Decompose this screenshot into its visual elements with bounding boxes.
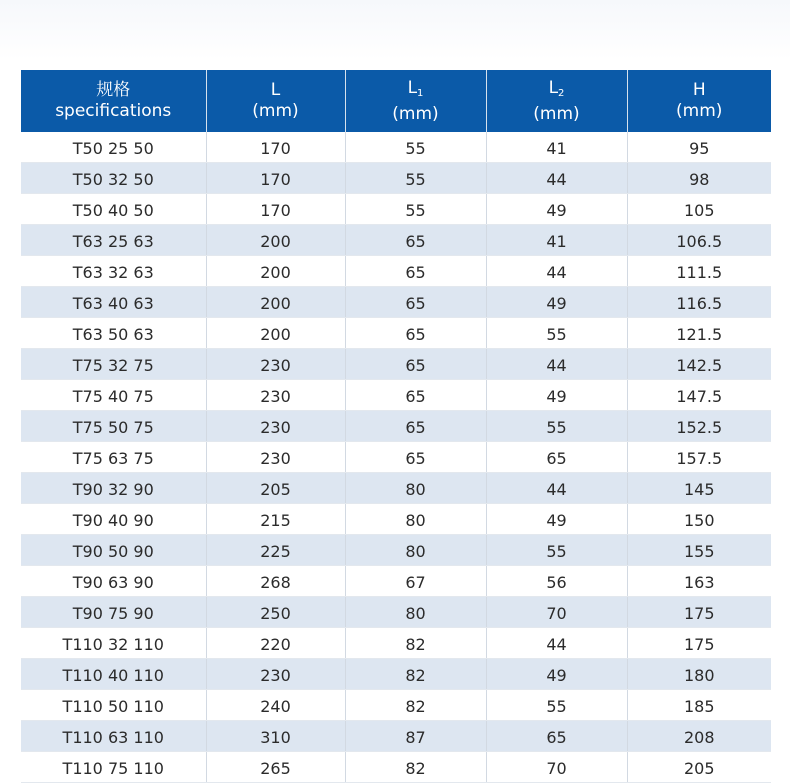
spec-cell bbox=[21, 566, 206, 597]
l1-cell bbox=[345, 194, 486, 225]
header-l-symbol: L bbox=[270, 80, 281, 100]
l2-cell bbox=[486, 163, 627, 194]
l-cell-value: 230 bbox=[260, 387, 291, 406]
l2-cell-value: 49 bbox=[546, 294, 567, 313]
l-cell bbox=[206, 535, 345, 566]
header-l2-subscript: 2 bbox=[558, 87, 565, 99]
l2-cell bbox=[486, 256, 627, 287]
l2-cell bbox=[486, 442, 627, 473]
l1-cell-value: 82 bbox=[405, 635, 426, 654]
h-cell bbox=[627, 380, 771, 411]
h-cell bbox=[627, 132, 771, 163]
h-cell bbox=[627, 442, 771, 473]
table-row bbox=[21, 690, 771, 721]
h-cell-value: 105 bbox=[683, 201, 715, 220]
spec-cell-value: T110 32 110 bbox=[62, 635, 164, 654]
spec-cell-value: T90 75 90 bbox=[72, 604, 154, 623]
l2-cell bbox=[486, 659, 627, 690]
l1-cell-value: 55 bbox=[405, 201, 426, 220]
l2-cell-value: 49 bbox=[546, 511, 567, 530]
table-body bbox=[21, 132, 771, 783]
l-cell bbox=[206, 659, 345, 690]
spec-cell bbox=[21, 721, 206, 752]
l2-cell-value: 55 bbox=[546, 418, 567, 437]
spec-cell bbox=[21, 535, 206, 566]
l-cell-value: 225 bbox=[260, 542, 291, 561]
l1-cell bbox=[345, 411, 486, 442]
l1-cell-value: 80 bbox=[405, 511, 426, 530]
l-cell-value: 230 bbox=[260, 449, 291, 468]
l-cell-value: 310 bbox=[260, 728, 291, 747]
l-cell-value: 200 bbox=[260, 263, 291, 282]
l-cell-value: 220 bbox=[260, 635, 291, 654]
header-l2 bbox=[486, 70, 627, 132]
l2-cell bbox=[486, 690, 627, 721]
header-specifications bbox=[21, 70, 206, 132]
spec-cell-value: T63 50 63 bbox=[72, 325, 154, 344]
l2-cell-value: 49 bbox=[546, 201, 567, 220]
l2-cell-value: 44 bbox=[546, 635, 567, 654]
l-cell-value: 170 bbox=[260, 201, 291, 220]
header-row bbox=[21, 70, 771, 132]
spec-cell bbox=[21, 380, 206, 411]
h-cell bbox=[627, 318, 771, 349]
spec-cell bbox=[21, 194, 206, 225]
spec-cell-value: T50 25 50 bbox=[72, 139, 154, 158]
l-cell bbox=[206, 504, 345, 535]
l-cell bbox=[206, 690, 345, 721]
h-cell-value: 116.5 bbox=[676, 294, 723, 313]
spec-cell bbox=[21, 597, 206, 628]
l1-cell bbox=[345, 566, 486, 597]
spec-cell-value: T110 50 110 bbox=[62, 697, 164, 716]
table-row bbox=[21, 256, 771, 287]
l2-cell-value: 56 bbox=[546, 573, 567, 592]
spec-cell bbox=[21, 504, 206, 535]
l-cell-value: 170 bbox=[260, 170, 291, 189]
l1-cell-value: 65 bbox=[405, 387, 426, 406]
l1-cell bbox=[345, 597, 486, 628]
l2-cell-value: 44 bbox=[546, 480, 567, 499]
l-cell bbox=[206, 442, 345, 473]
l1-cell bbox=[345, 225, 486, 256]
spec-cell bbox=[21, 752, 206, 783]
l-cell bbox=[206, 194, 345, 225]
l2-cell bbox=[486, 721, 627, 752]
l2-cell-value: 44 bbox=[546, 170, 567, 189]
l-cell bbox=[206, 628, 345, 659]
header-l2-symbol: L bbox=[548, 77, 559, 98]
l2-cell bbox=[486, 132, 627, 163]
l2-cell-value: 70 bbox=[546, 604, 567, 623]
l1-cell-value: 80 bbox=[405, 542, 426, 561]
l2-cell bbox=[486, 349, 627, 380]
h-cell bbox=[627, 659, 771, 690]
l-cell bbox=[206, 411, 345, 442]
spec-cell bbox=[21, 287, 206, 318]
l-cell-value: 170 bbox=[260, 139, 291, 158]
header-l2-unit: (mm) bbox=[533, 103, 580, 124]
h-cell-value: 150 bbox=[683, 511, 715, 530]
h-cell-value: 95 bbox=[689, 139, 710, 158]
l1-cell bbox=[345, 349, 486, 380]
l2-cell-value: 41 bbox=[546, 232, 567, 251]
spec-cell bbox=[21, 473, 206, 504]
l1-cell bbox=[345, 659, 486, 690]
l-cell bbox=[206, 349, 345, 380]
h-cell-value: 147.5 bbox=[676, 387, 723, 406]
h-cell bbox=[627, 411, 771, 442]
header-l1 bbox=[345, 70, 486, 132]
l-cell-value: 200 bbox=[260, 232, 291, 251]
l1-cell-value: 80 bbox=[405, 604, 426, 623]
l-cell-value: 230 bbox=[260, 666, 291, 685]
l2-cell-value: 55 bbox=[546, 542, 567, 561]
l-cell-value: 215 bbox=[260, 511, 291, 530]
spec-cell bbox=[21, 256, 206, 287]
spec-cell-value: T63 40 63 bbox=[72, 294, 154, 313]
l1-cell bbox=[345, 721, 486, 752]
spec-cell-value: T75 50 75 bbox=[72, 418, 154, 437]
spec-cell-value: T90 63 90 bbox=[72, 573, 154, 592]
specifications-table bbox=[21, 70, 771, 783]
l-cell bbox=[206, 566, 345, 597]
h-cell-value: 205 bbox=[683, 759, 715, 778]
l-cell-value: 205 bbox=[260, 480, 291, 499]
header-spec-english: specifications bbox=[55, 101, 172, 121]
header-l1-unit: (mm) bbox=[392, 103, 439, 124]
l1-cell bbox=[345, 318, 486, 349]
h-cell-value: 155 bbox=[683, 542, 715, 561]
table-row bbox=[21, 659, 771, 690]
table-row bbox=[21, 566, 771, 597]
l2-cell bbox=[486, 628, 627, 659]
table-row bbox=[21, 225, 771, 256]
spec-cell bbox=[21, 411, 206, 442]
table-row bbox=[21, 752, 771, 783]
l1-cell-value: 65 bbox=[405, 418, 426, 437]
header-l-unit: (mm) bbox=[252, 101, 299, 121]
table-row bbox=[21, 287, 771, 318]
h-cell bbox=[627, 225, 771, 256]
h-cell bbox=[627, 597, 771, 628]
l1-cell bbox=[345, 504, 486, 535]
l2-cell bbox=[486, 380, 627, 411]
h-cell-value: 152.5 bbox=[676, 418, 723, 437]
l2-cell-value: 49 bbox=[546, 387, 567, 406]
spec-cell bbox=[21, 225, 206, 256]
h-cell bbox=[627, 721, 771, 752]
l-cell-value: 230 bbox=[260, 418, 291, 437]
spec-cell-value: T50 40 50 bbox=[72, 201, 154, 220]
l1-cell-value: 67 bbox=[405, 573, 426, 592]
l-cell-value: 200 bbox=[260, 294, 291, 313]
l1-cell-value: 82 bbox=[405, 666, 426, 685]
h-cell bbox=[627, 504, 771, 535]
l2-cell bbox=[486, 194, 627, 225]
l-cell bbox=[206, 132, 345, 163]
spec-cell-value: T75 32 75 bbox=[72, 356, 154, 375]
spec-cell-value: T110 75 110 bbox=[62, 759, 164, 778]
h-cell bbox=[627, 256, 771, 287]
l-cell-value: 230 bbox=[260, 356, 291, 375]
h-cell-value: 121.5 bbox=[676, 325, 723, 344]
l1-cell bbox=[345, 442, 486, 473]
spec-cell bbox=[21, 132, 206, 163]
l-cell-value: 250 bbox=[260, 604, 291, 623]
header-l1-symbol: L bbox=[407, 77, 418, 98]
table-row bbox=[21, 163, 771, 194]
l-cell bbox=[206, 163, 345, 194]
h-cell bbox=[627, 752, 771, 783]
l1-cell bbox=[345, 287, 486, 318]
header-l1-subscript: 1 bbox=[417, 87, 424, 99]
table-row bbox=[21, 442, 771, 473]
l2-cell-value: 44 bbox=[546, 263, 567, 282]
spec-cell-value: T75 40 75 bbox=[72, 387, 154, 406]
l1-cell bbox=[345, 752, 486, 783]
l2-cell bbox=[486, 411, 627, 442]
l-cell bbox=[206, 256, 345, 287]
header-l bbox=[206, 70, 345, 132]
l1-cell-value: 65 bbox=[405, 325, 426, 344]
h-cell-value: 111.5 bbox=[676, 263, 723, 282]
l1-cell bbox=[345, 256, 486, 287]
header-h bbox=[627, 70, 771, 132]
header-spec-chinese: 规格 bbox=[96, 80, 131, 100]
l1-cell-value: 65 bbox=[405, 449, 426, 468]
table-row bbox=[21, 380, 771, 411]
header-h-symbol: H bbox=[692, 80, 706, 100]
table-row bbox=[21, 132, 771, 163]
l1-cell-value: 65 bbox=[405, 263, 426, 282]
spec-cell-value: T75 63 75 bbox=[72, 449, 154, 468]
l1-cell-value: 65 bbox=[405, 232, 426, 251]
l2-cell bbox=[486, 225, 627, 256]
spec-cell-value: T90 32 90 bbox=[72, 480, 154, 499]
l-cell-value: 268 bbox=[260, 573, 291, 592]
header-h-unit: (mm) bbox=[676, 101, 723, 121]
table-row bbox=[21, 349, 771, 380]
table-header bbox=[21, 70, 771, 132]
h-cell bbox=[627, 287, 771, 318]
l1-cell bbox=[345, 163, 486, 194]
l2-cell bbox=[486, 473, 627, 504]
l1-cell-value: 82 bbox=[405, 759, 426, 778]
h-cell-value: 142.5 bbox=[676, 356, 723, 375]
spec-cell bbox=[21, 628, 206, 659]
spec-cell-value: T90 40 90 bbox=[72, 511, 154, 530]
l1-cell-value: 82 bbox=[405, 697, 426, 716]
table-row bbox=[21, 194, 771, 225]
l2-cell-value: 44 bbox=[546, 356, 567, 375]
h-cell-value: 106.5 bbox=[676, 232, 723, 251]
l2-cell bbox=[486, 504, 627, 535]
h-cell bbox=[627, 194, 771, 225]
l2-cell-value: 65 bbox=[546, 728, 567, 747]
h-cell-value: 208 bbox=[683, 728, 715, 747]
l-cell bbox=[206, 287, 345, 318]
h-cell-value: 175 bbox=[683, 604, 715, 623]
spec-cell-value: T63 25 63 bbox=[72, 232, 154, 251]
h-cell bbox=[627, 349, 771, 380]
h-cell-value: 175 bbox=[683, 635, 715, 654]
h-cell bbox=[627, 690, 771, 721]
l2-cell bbox=[486, 287, 627, 318]
table-row bbox=[21, 597, 771, 628]
spec-cell bbox=[21, 318, 206, 349]
table-row bbox=[21, 721, 771, 752]
l-cell-value: 200 bbox=[260, 325, 291, 344]
table-row bbox=[21, 473, 771, 504]
l1-cell bbox=[345, 473, 486, 504]
l1-cell-value: 80 bbox=[405, 480, 426, 499]
l-cell-value: 265 bbox=[260, 759, 291, 778]
l-cell bbox=[206, 318, 345, 349]
l2-cell-value: 55 bbox=[546, 697, 567, 716]
h-cell bbox=[627, 566, 771, 597]
spec-cell-value: T63 32 63 bbox=[72, 263, 154, 282]
l-cell bbox=[206, 473, 345, 504]
l1-cell bbox=[345, 132, 486, 163]
h-cell-value: 98 bbox=[689, 170, 710, 189]
spec-cell-value: T50 32 50 bbox=[72, 170, 154, 189]
spec-cell bbox=[21, 659, 206, 690]
table-row bbox=[21, 318, 771, 349]
l-cell bbox=[206, 752, 345, 783]
l1-cell-value: 55 bbox=[405, 170, 426, 189]
h-cell-value: 145 bbox=[683, 480, 715, 499]
spec-cell-value: T90 50 90 bbox=[72, 542, 154, 561]
h-cell-value: 157.5 bbox=[676, 449, 723, 468]
l1-cell bbox=[345, 535, 486, 566]
spec-cell-value: T110 40 110 bbox=[62, 666, 164, 685]
l1-cell bbox=[345, 628, 486, 659]
l2-cell-value: 41 bbox=[546, 139, 567, 158]
l-cell bbox=[206, 597, 345, 628]
l2-cell-value: 70 bbox=[546, 759, 567, 778]
h-cell bbox=[627, 163, 771, 194]
l1-cell bbox=[345, 380, 486, 411]
h-cell bbox=[627, 628, 771, 659]
h-cell bbox=[627, 473, 771, 504]
l1-cell-value: 65 bbox=[405, 356, 426, 375]
table-row bbox=[21, 628, 771, 659]
l-cell-value: 240 bbox=[260, 697, 291, 716]
l-cell bbox=[206, 225, 345, 256]
h-cell-value: 185 bbox=[683, 697, 715, 716]
table-row bbox=[21, 504, 771, 535]
h-cell bbox=[627, 535, 771, 566]
l2-cell bbox=[486, 597, 627, 628]
l1-cell-value: 65 bbox=[405, 294, 426, 313]
spec-cell bbox=[21, 442, 206, 473]
l-cell bbox=[206, 380, 345, 411]
spec-cell bbox=[21, 349, 206, 380]
spec-cell-value: T110 63 110 bbox=[62, 728, 164, 747]
h-cell-value: 180 bbox=[683, 666, 715, 685]
l-cell bbox=[206, 721, 345, 752]
l1-cell bbox=[345, 690, 486, 721]
l1-cell-value: 55 bbox=[405, 139, 426, 158]
spec-cell bbox=[21, 690, 206, 721]
l1-cell-value: 87 bbox=[405, 728, 426, 747]
l2-cell-value: 49 bbox=[546, 666, 567, 685]
l2-cell bbox=[486, 566, 627, 597]
l2-cell bbox=[486, 752, 627, 783]
h-cell-value: 163 bbox=[683, 573, 715, 592]
l2-cell-value: 65 bbox=[546, 449, 567, 468]
l2-cell bbox=[486, 318, 627, 349]
spec-cell bbox=[21, 163, 206, 194]
l2-cell-value: 55 bbox=[546, 325, 567, 344]
l2-cell bbox=[486, 535, 627, 566]
table-row bbox=[21, 535, 771, 566]
table-row bbox=[21, 411, 771, 442]
